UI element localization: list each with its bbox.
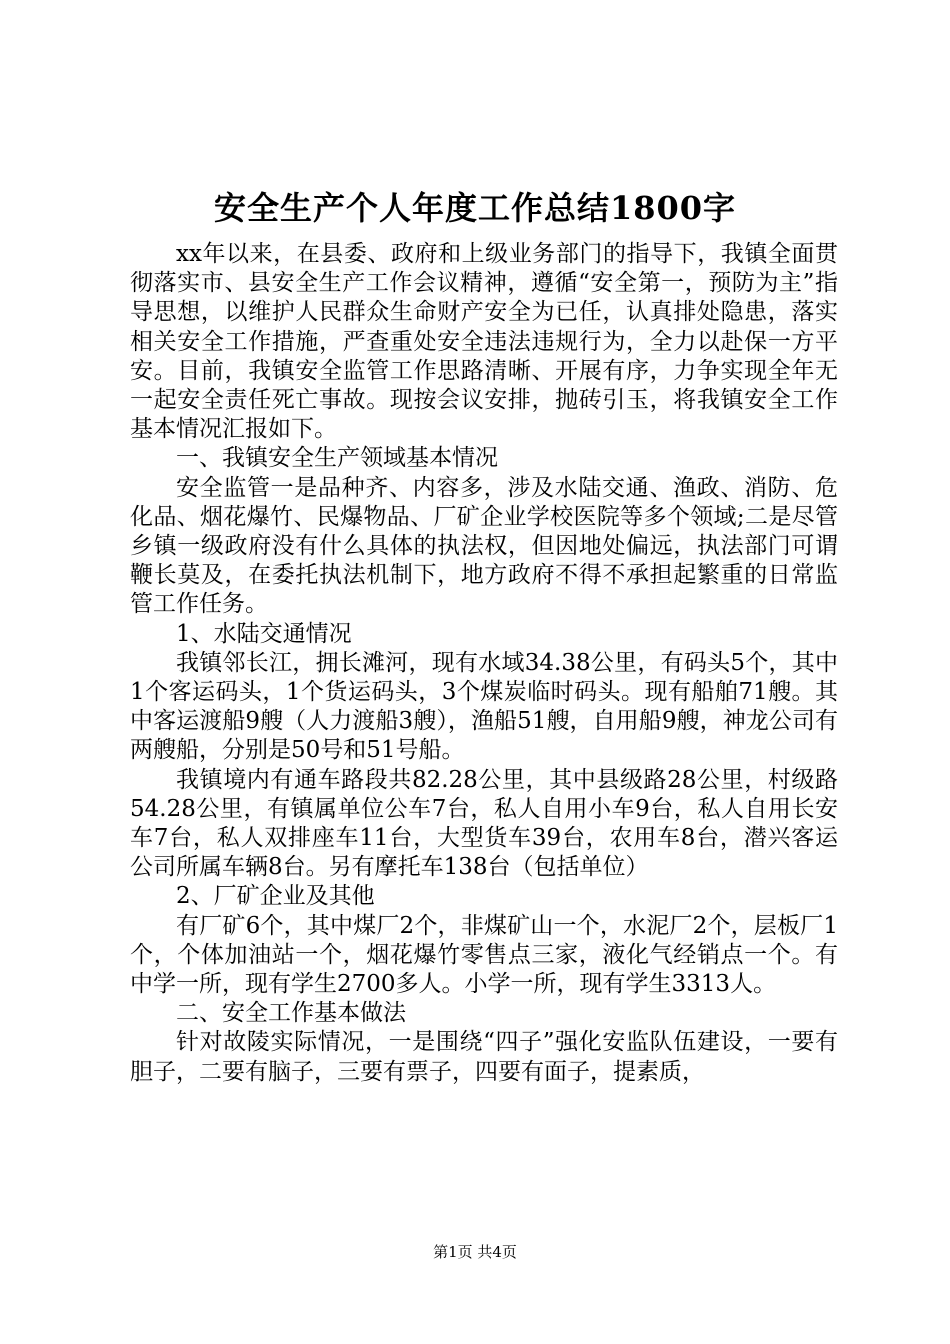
document-body (130, 240, 838, 1087)
paragraph-water-transport: 我镇邻长江，拥长滩河，现有水域34.38公里，有码头5个，其中1个客运码头，1个货运码头，3个煤炭临时码头。现有船舶71艘。其中客运渡船9艘（人力渡船3艘），渔船51艘，自用船9艘，神龙公司有两艘船，分别是50号和51号船。 (130, 649, 838, 764)
subsection-heading-enterprises: 2、厂矿企业及其他 (176, 883, 375, 910)
paragraph-intro: xx年以来，在县委、政府和上级业务部门的指导下，我镇全面贯彻落实市、县安全生产工作会议精神，遵循“安全第一，预防为主”指导思想，以维护人民群众生命财产安全为已任，认真排处隐患，落实相关安全工作措施，严查重处安全违法违规行为，全力以赴保一方平安。目前，我镇安全监管工作思路清晰、开展有序，力争实现全年无一起安全责任死亡事故。现按会议安排，抛砖引玉，将我镇安全工作基本情况汇报如下。 (130, 241, 838, 443)
paragraph-road-transport: 我镇境内有通车路段共82.28公里，其中县级路28公里，村级路54.28公里，有镇属单位公车7台，私人自用小车9台，私人自用长安车7台，私人双排座车11台，大型货车39台，农用车8台，潜兴客运公司所属车辆8台。另有摩托车138台（包括单位） (130, 766, 838, 881)
section-heading-1: 一、我镇安全生产领域基本情况 (176, 445, 498, 472)
section-heading-2: 二、安全工作基本做法 (176, 1000, 406, 1027)
paragraph-overview: 安全监管一是品种齐、内容多，涉及水陆交通、渔政、消防、危化品、烟花爆竹、民爆物品、厂矿企业学校医院等多个领域;二是尽管乡镇一级政府没有什么具体的执法权，但因地处偏远，执法部门可谓鞭长莫及，在委托执法机制下，地方政府不得不承担起繁重的日常监管工作任务。 (130, 474, 838, 618)
subsection-heading-transport: 1、水陆交通情况 (176, 620, 352, 647)
document-title: 安全生产个人年度工作总结1800字 (213, 189, 737, 227)
paragraph-practices: 针对故陵实际情况，一是围绕“四子”强化安监队伍建设，一要有胆子，二要有脑子，三要有票子，四要有面子，提素质， (130, 1029, 838, 1085)
paragraph-enterprises: 有厂矿6个，其中煤厂2个，非煤矿山一个，水泥厂2个，层板厂1个，个体加油站一个，烟花爆竹零售点三家，液化气经销点一个。有中学一所，现有学生2700多人。小学一所，现有学生3313人。 (130, 912, 838, 998)
page-number: 第1页 共4页 (433, 1243, 517, 1261)
